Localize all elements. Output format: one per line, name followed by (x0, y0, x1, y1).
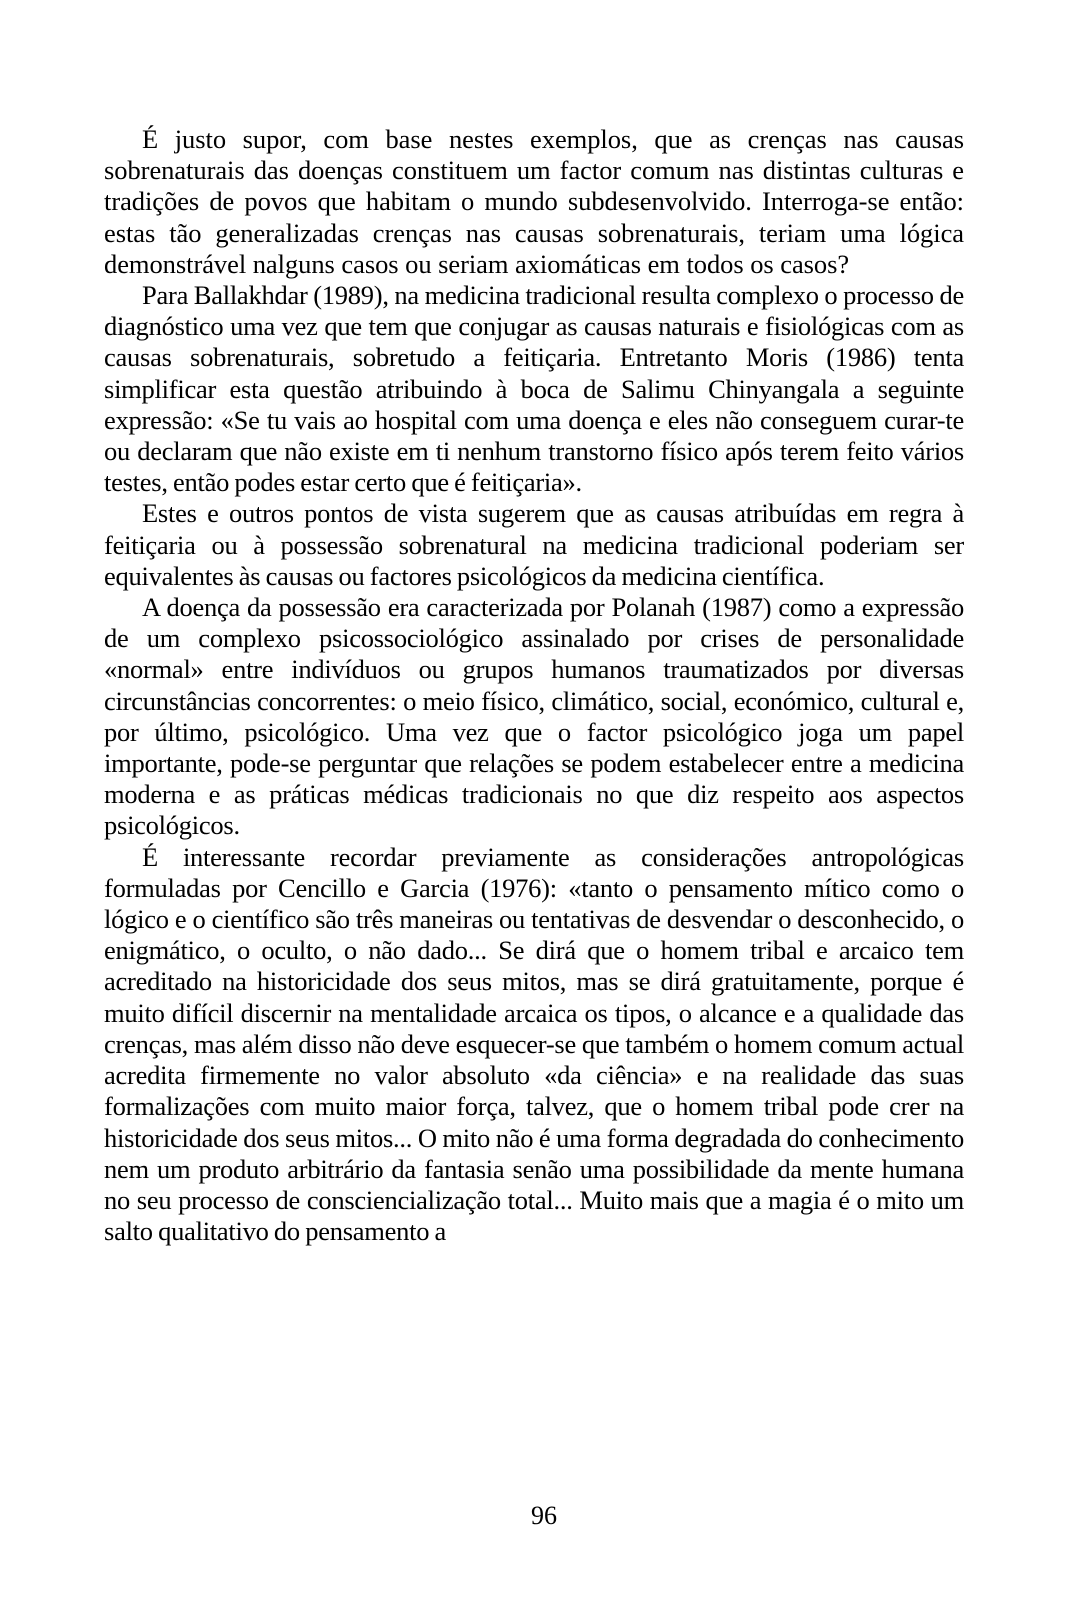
paragraph-1: É justo supor, com base nestes exemplos, que as crenças nas causas sobrenaturais das doenças constituem um factor comum nas distintas culturas e tradições de povos que habitam o mundo subdesenvolvido. Interroga-se então: estas tão generalizadas crenças nas causas sobrenaturais, teriam uma lógica demonstrável nalguns casos ou seriam axiomáticas em todos os casos? (104, 124, 964, 279)
page-number: 96 (531, 1501, 557, 1530)
paragraph-2: Para Ballakhdar (1989), na medicina tradicional resulta complexo o processo de diagnóstico uma vez que tem que conjugar as causas naturais e fisiológicas com as causas sobrenaturais, sobretudo a feitiçaria. Entretanto Moris (1986) tenta simplificar esta questão atribuindo à boca de Salimu Chinyangala a seguinte expressão: «Se tu vais ao hospital com uma doença e eles não conseguem curar-te ou declaram que não existe em ti nenhum transtorno físico após terem feito vários testes, então podes estar certo que é feitiçaria». (104, 280, 964, 498)
paragraph-4: A doença da possessão era caracterizada por Polanah (1987) como a expressão de um complexo psicossociológico assinalado por crises de personalidade «normal» entre indivíduos ou grupos humanos traumatizados por diversas circunstâncias concorrentes: o meio físico, climático, social, económico, cultural e, por último, psicológico. Uma vez que o factor psicológico joga um papel importante, pode-se perguntar que relações se podem estabelecer entre a medicina moderna e as práticas médicas tradicionais no que diz respeito aos aspectos psicológicos. (104, 592, 964, 841)
body-text-block (104, 124, 964, 1247)
paragraph-5: É interessante recordar previamente as considerações antropológicas formuladas por Cencillo e Garcia (1976): «tanto o pensamento mítico como o lógico e o científico são três maneiras ou tentativas de desvendar o desconhecido, o enigmático, o oculto, o não dado... Se dirá que o homem tribal e arcaico tem acreditado na historicidade dos seus mitos, mas se dirá gratuitamente, porque é muito difícil discernir na mentalidade arcaica os tipos, o alcance e a qualidade das crenças, mas além disso não deve esquecer-se que também o homem comum actual acredita firmemente no valor absoluto «da ciência» e na realidade das suas formalizações com muito maior força, talvez, que o homem tribal pode crer na historicidade dos seus mitos... O mito não é uma forma degradada do conhecimento nem um produto arbitrário da fantasia senão uma possibilidade da mente humana no seu processo de consciencialização total... Muito mais que a magia é o mito um salto qualitativo do pensamento a (104, 841, 964, 1247)
paragraph-3: Estes e outros pontos de vista sugerem que as causas atribuídas em regra à feitiçaria ou à possessão sobrenatural na medicina tradicional poderiam ser equivalentes às causas ou factores psicológicos da medicina científica. (104, 498, 964, 591)
